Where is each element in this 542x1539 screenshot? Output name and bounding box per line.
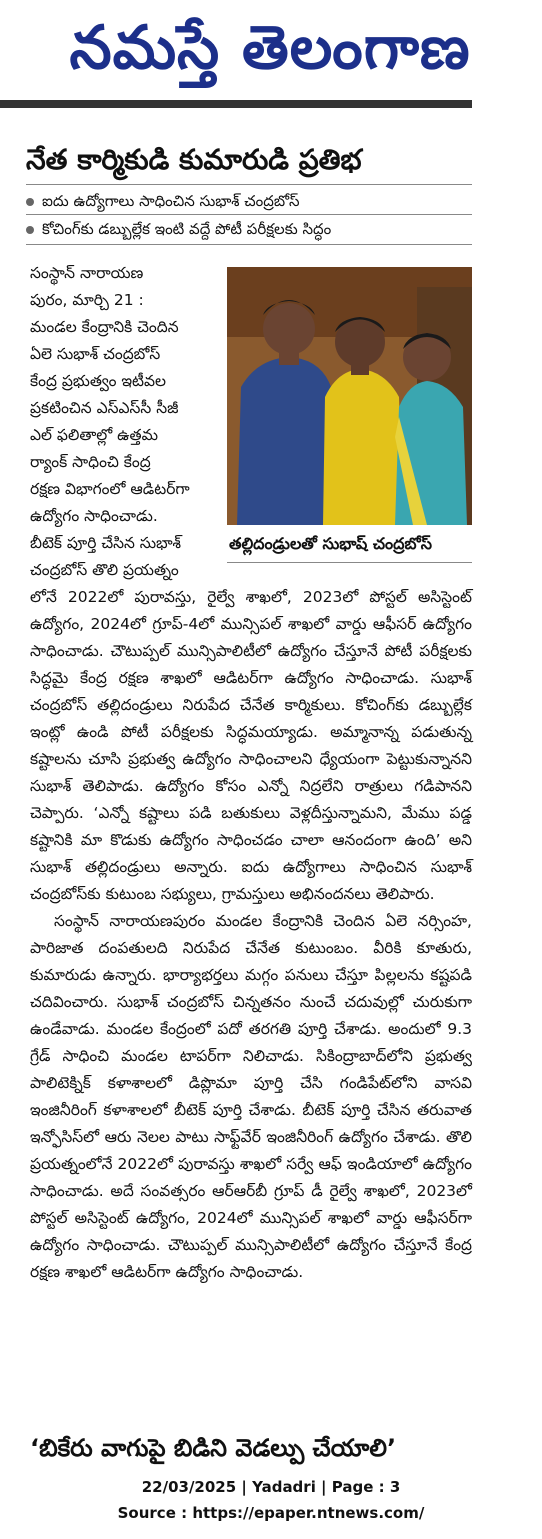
bullet-point	[26, 190, 466, 212]
article-headline: నేత కార్మికుడి కుమారుడి ప్రతిభ	[26, 143, 362, 176]
body-line: బీటెక్ పూర్తి చేసిన సుభాశ్	[30, 534, 182, 552]
bullet-rule	[26, 214, 472, 215]
masthead-divider	[0, 100, 472, 108]
headline-rule	[26, 184, 472, 185]
source-link[interactable]: Source : https://epaper.ntnews.com/	[117, 1504, 425, 1522]
body-line: ప్రకటించిన ఎస్ఎస్‌సీ సీజీ	[30, 399, 179, 417]
article-body	[30, 260, 472, 1286]
body-line: సంస్థాన్ నారాయణ	[30, 264, 144, 282]
body-line: పురం, మార్చి 21 :	[30, 291, 144, 309]
body-paragraph: సంస్థాన్ నారాయణపురం మండల కేంద్రానికి చెందిన ఏలె నర్సింహ, పారిజాత దంపతులది నిరుపేద చేనేత కుటుంబం. వీరికి కూతురు, కుమారుడు ఉన్నారు. భార్యాభర్తలు మగ్గం పనులు చేస్తూ పిల్లలను కష్టపడి చదివించారు. సుభాశ్ చంద్రబోస్ చిన్నతనం నుంచే చదువుల్లో చురుకుగా ఉండేవాడు. మండల కేంద్రంలో పదో తరగతి పూర్తి చేశాడు. అందులో 9.3 గ్రేడ్ సాధించి మండల టాపర్‌గా నిలిచాడు. సికింద్రాబాద్‌లోని ప్రభుత్వ పాలిటెక్నిక్ కళాశాలలో డిప్లొమా పూర్తి చేసి గండిపేట్‌లోని వాసవి ఇంజినీరింగ్ కళాశాలలో బీటెక్ పూర్తి చేశాడు. బీటెక్ పూర్తి చేసిన తరువాత ఇన్ఫోసిస్‌లో ఆరు నెలల పాటు సాఫ్ట్‌వేర్ ఇంజినీరింగ్ ఉద్యోగం చేశాడు. తొలి ప్రయత్నంలోనే 2022లో పురావస్తు శాఖలో సర్వే ఆఫ్ ఇండియాలో ఉద్యోగం సాధించాడు. అదే సంవత్సరం ఆర్ఆర్‌బీ గ్రూప్ డీ రైల్వే శాఖలో, 2023లో పోస్టల్ అసిస్టెంట్ ఉద్యోగం, 2024లో మున్సిపల్ శాఖలో వార్డు ఆఫీసర్‌గా ఉద్యోగం సాధించాడు. చౌటుప్పల్ మున్సిపాలిటీలో ఉద్యోగం చేస్తూనే కేంద్ర రక్షణ శాఖలో ఆడిటర్‌గా ఉద్యోగం సాధించాడు.	[30, 912, 472, 1281]
body-line: మండల కేంద్రానికి చెందిన	[30, 318, 179, 336]
next-article-headline: ‘బికేరు వాగుపై బిడిని వెడల్పు చేయాలి’	[30, 1434, 397, 1462]
bullet-icon	[26, 226, 34, 234]
page-footer	[0, 1474, 542, 1526]
bullet-icon	[26, 198, 34, 206]
body-paragraph: లోనే 2022లో పురావస్తు, రైల్వే శాఖలో, 2023లో పోస్టల్ అసిస్టెంట్ ఉద్యోగం, 2024లో గ్రూప్-4లో మున్సిపల్ శాఖలో వార్డు ఆఫీసర్ ఉద్యోగం సాధించాడు. చౌటుప్పల్ మున్సిపాలిటీలో ఉద్యోగం చేస్తూనే పోటీ పరీక్షలకు సిద్ధమై కేంద్ర రక్షణ శాఖలో ఆడిటర్‌గా ఉద్యోగం సాధించాడు. సుభాశ్ చంద్రబోస్ తల్లిదండ్రులు నిరుపేద చేనేత కార్మికులు. కోచింగ్‌కు డబ్బుల్లేక ఇంట్లో ఉండి పోటీ పరీక్షలకు సిద్ధమయ్యాడు. అమ్మానాన్న పడుతున్న కష్టాలను చూసి ప్రభుత్వ ఉద్యోగం సాధించాలని ధ్యేయంగా పెట్టుకున్నానని సుభాశ్ తెలిపాడు. ఉద్యోగం కోసం ఎన్నో నిద్రలేని రాత్రులు గడిపానని చెప్పారు. ‘ఎన్నో కష్టాలు పడి బతుకులు వెళ్లదీస్తున్నామని, మేము పడ్డ కష్టానికి మా కొడుకు ఉద్యోగం సాధించడం చాలా ఆనందంగా ఉంది’ అని సుభాశ్ తల్లిదండ్రులు అన్నారు. ఐదు ఉద్యోగాలు సాధించిన సుభాశ్ చంద్రబోస్‌కు కుటుంబ సభ్యులు, గ్రామస్తులు అభినందనలు తెలిపారు.	[30, 588, 472, 903]
body-line: ఉద్యోగం సాధించాడు.	[30, 507, 158, 525]
body-line: ఎల్ ఫలితాల్లో ఉత్తమ	[30, 426, 158, 444]
masthead	[0, 0, 542, 100]
bullet-text: ఐదు ఉద్యోగాలు సాధించిన సుభాశ్ చంద్రబోస్	[42, 192, 300, 210]
body-line: ఏలె సుభాశ్ చంద్రబోస్	[30, 345, 161, 363]
narrow-column	[30, 260, 220, 584]
body-line: చంద్రబోస్ తొలి ప్రయత్నం	[30, 561, 179, 579]
edition-info: 22/03/2025 | Yadadri | Page : 3	[141, 1478, 401, 1496]
bullet-text: కోచింగ్‌కు డబ్బుల్లేక ఇంటి వద్దే పోటీ పరీక్షలకు సిద్ధం	[42, 220, 332, 238]
body-line: రక్షణ విభాగంలో ఆడిటర్‌గా	[30, 480, 190, 498]
newspaper-logo: నమస్తే తెలంగాణ	[69, 13, 471, 83]
bullet-rule	[26, 244, 472, 245]
body-line: కేంద్ర ప్రభుత్వం ఇటీవల	[30, 372, 167, 390]
bullet-point	[26, 218, 466, 240]
photo-caption: తల్లిదండ్రులతో సుభాష్ చంద్రబోస్	[229, 534, 432, 553]
body-line: ర్యాంక్ సాధించి కేంద్ర	[30, 453, 151, 471]
